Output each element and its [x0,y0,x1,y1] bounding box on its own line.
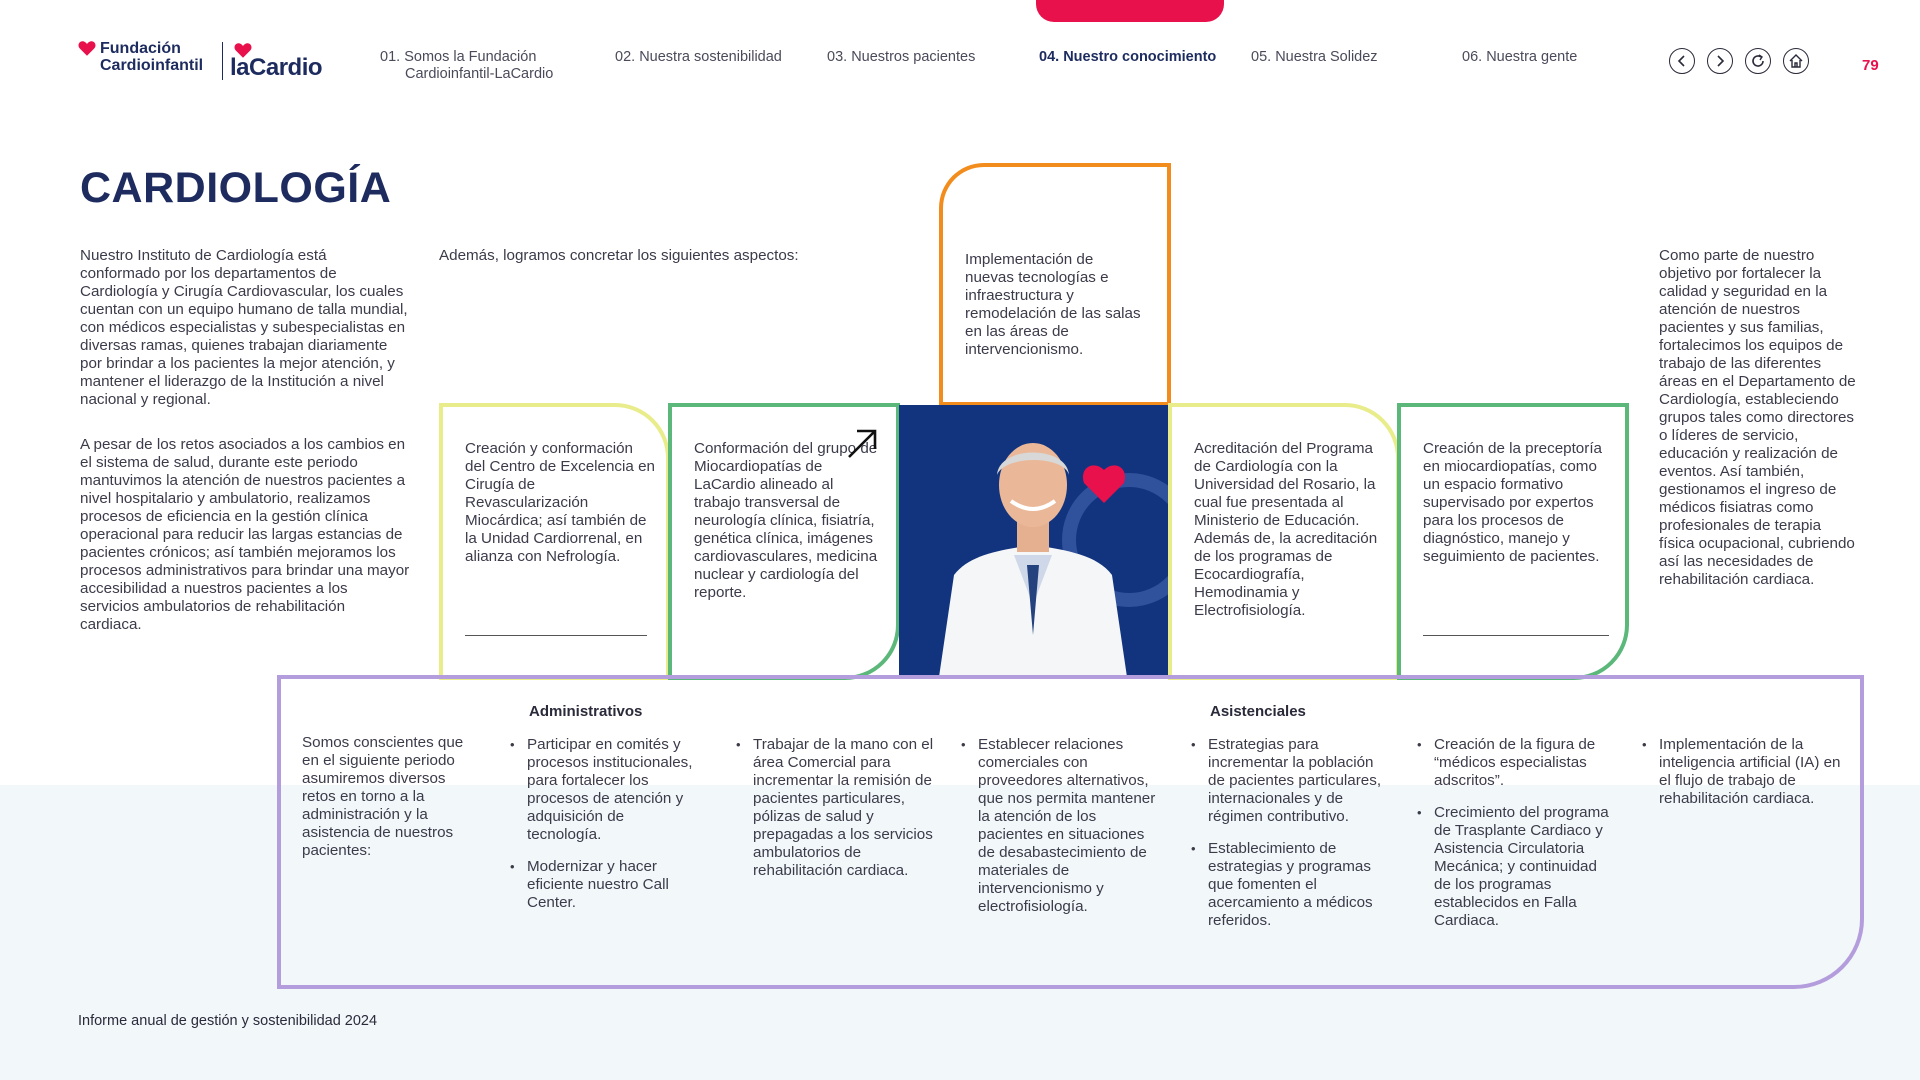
challenges-list-col1 [510,736,700,926]
logo-brand: laCardio [230,54,323,81]
achievement-text: Acreditación del Programa de Cardiología con la Universidad del Rosario, la cual fue presentada al Ministerio de Educación. Además de, la acreditación de los programas de Ecocardiografía, Hemodinamia y Electrofisiología. [1194,440,1378,619]
home-icon [1788,53,1804,69]
challenges-list-col3 [961,736,1161,930]
list-item: • Establecimiento de estrategias y programas que fomenten el acercamiento a médicos referidos. [1191,840,1386,930]
nav-num: 02. [615,49,636,65]
achievement-text: Creación y conformación del Centro de Excelencia en Cirugía de Revascularización Miocárdica; así también de la Unidad Cardiorrenal, en alianza con Nefrología. [465,440,655,565]
nav-item-conocimiento[interactable] [1039,49,1216,66]
next-page-button[interactable] [1707,48,1733,74]
home-button[interactable] [1783,48,1809,74]
arrow-left-icon [1676,55,1688,67]
doctor-photo [899,405,1168,677]
nav-label: Nuestros pacientes [851,49,976,65]
intro-paragraph-2: A pesar de los retos asociados a los cambios en el sistema de salud, durante este periodo mantuvimos la atención de nuestros pacientes a nivel hospitalario y ambulatorio, realizamos procesos de eficiencia en la gestión clínica operacional para reducir las largas estancias de pacientes crónicos; así también mejoramos los procesos administrativos para brindar una mayor accesibilidad a nuestros pacientes a los servicios ambulatorios de rehabilitación cardiaca. [80,436,410,633]
challenges-list-col2 [736,736,936,894]
nav-num: 01. [380,49,401,65]
intro-paragraph-1: Nuestro Instituto de Cardiología está conformado por los departamentos de Cardiología y Cirugía Cardiovascular, los cuales cuentan con un equipo humano de talla mundial, con médicos especialistas y subespecialistas en diversas ramas, quienes trabajan diariamente por brindar a los pacientes la mejor atención, y mantener el liderazgo de la Institución a nivel nacional y regional. [80,247,408,408]
page-title: CARDIOLOGÍA [80,164,392,212]
list-item: • Estrategias para incrementar la población de pacientes particulares, internacionales y de régimen contributivo. [1191,736,1386,826]
achievement-card-acreditacion [1168,403,1400,680]
list-item: • Establecer relaciones comerciales con proveedores alternativos, que nos permita mantener la atención de los pacientes en situaciones de desabastecimiento de materiales de intervencionismo y electrofisiología. [961,736,1161,916]
list-item: • Trabajar de la mano con el área Comercial para incrementar la remisión de pacientes particulares, pólizas de salud y prepagadas a los servicios ambulatorios de rehabilitación cardiaca. [736,736,936,880]
nav-label: Nuestro conocimiento [1063,49,1217,65]
nav-item-pacientes[interactable] [827,49,975,66]
nav-item-gente[interactable] [1462,49,1577,66]
page-number: 79 [1862,57,1879,74]
logo-line-1: Fundación [100,40,181,57]
list-item: • Creación de la figura de “médicos especialistas adscritos”. [1417,736,1617,790]
nav-label-2: Cardioinfantil-LaCardio [405,66,554,82]
nav-num: 03. [827,49,848,65]
achievement-card-tecnologias [939,163,1171,407]
admin-heading: Administrativos [529,703,643,720]
achievement-card-centro-excelencia [439,403,670,680]
prev-page-button[interactable] [1669,48,1695,74]
achievement-card-miocardiopatias [668,403,900,680]
nav-item-somos[interactable] [380,49,553,83]
divider-line [465,635,647,636]
challenges-list-col5 [1417,736,1617,944]
refresh-icon [1750,53,1766,69]
refresh-button[interactable] [1745,48,1771,74]
nav-item-solidez[interactable] [1251,49,1378,66]
nav-label: Nuestra Solidez [1275,49,1378,65]
challenges-intro: Somos conscientes que en el siguiente periodo asumiremos diversos retos en torno a la administración y la asistencia de nuestros pacientes: [302,734,464,859]
logo-line-2: Cardioinfantil [100,57,204,74]
divider-line [1423,635,1609,636]
list-item: • Crecimiento del programa de Trasplante Cardiaco y Asistencia Circulatoria Mecánica; y continuidad de los programas establecidos en Falla Cardiaca. [1417,804,1617,930]
nav-num: 05. [1251,49,1272,65]
logo-divider [222,42,223,80]
ademas-text: Además, logramos concretar los siguientes aspectos: [439,247,799,264]
diagonal-arrow-icon [845,427,879,461]
nav-label: Nuestra gente [1486,49,1578,65]
list-item: • Modernizar y hacer eficiente nuestro Call Center. [510,858,700,912]
arrow-right-icon [1714,55,1726,67]
achievement-text: Implementación de nuevas tecnologías e infraestructura y remodelación de las salas en las áreas de intervencionismo. [965,251,1141,358]
achievement-card-preceptoria [1397,403,1629,680]
nav-num: 04. [1039,49,1060,65]
footer-text: Informe anual de gestión y sostenibilidad 2024 [78,1013,378,1029]
list-item: • Participar en comités y procesos institucionales, para fortalecer los procesos de atención y adquisición de tecnología. [510,736,700,844]
achievement-text: Creación de la preceptoría en miocardiopatías, como un espacio formativo supervisado por expertos para los procesos de diagnóstico, manejo y seguimiento de pacientes. [1423,440,1602,565]
list-item: • Implementación de la inteligencia artificial (IA) en el flujo de trabajo de rehabilitación cardiaca. [1642,736,1842,808]
active-section-indicator [1036,0,1224,22]
nav-item-sostenibilidad[interactable] [615,49,782,66]
right-paragraph: Como parte de nuestro objetivo por fortalecer la calidad y seguridad en la atención de nuestros pacientes y sus familias, fortalecimos los equipos de trabajo de las diferentes áreas en el Departamento de Cardiología, estableciendo grupos tales como directores o líderes de servicio, educación y realización de eventos. Así también, gestionamos el ingreso de médicos fisiatras como profesionales de terapia física ocupacional, cubriendo así las necesidades de rehabilitación cardiaca. [1659,247,1856,588]
doctor-illustration [899,405,1168,677]
asist-heading: Asistenciales [1210,703,1306,720]
nav-num: 06. [1462,49,1483,65]
nav-label: Somos la Fundación [404,49,537,65]
challenges-list-col6 [1642,736,1842,822]
achievement-text: Conformación del grupo de Miocardiopatías de LaCardio alineado al trabajo transversal de neurología clínica, fisiatría, genética clínica, imágenes cardiovasculares, medicina nuclear y cardiología del reporte. [694,440,878,601]
challenges-list-col4 [1191,736,1386,944]
nav-label: Nuestra sostenibilidad [639,49,782,65]
